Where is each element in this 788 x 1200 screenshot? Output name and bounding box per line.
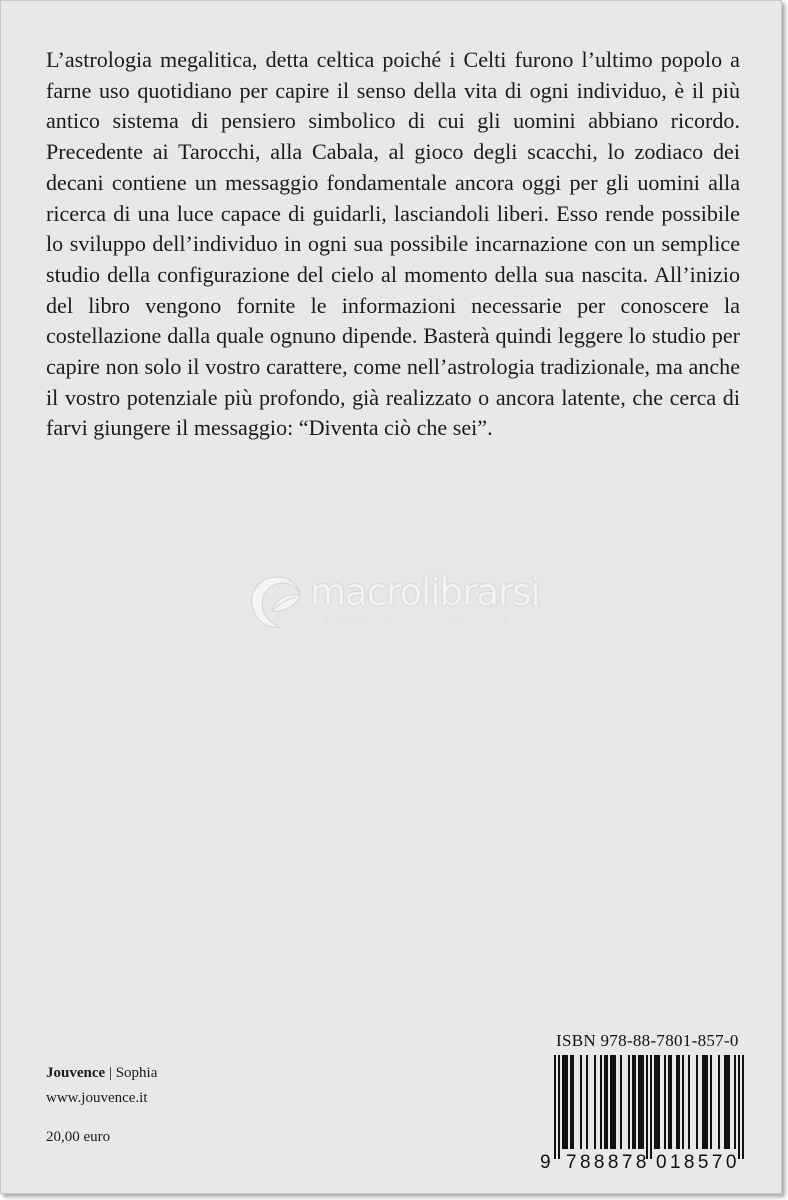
isbn-label: ISBN 978-88-7801-857-0	[556, 1031, 739, 1050]
barcode-bar-28	[664, 1055, 666, 1149]
barcode-bar-29	[668, 1055, 670, 1149]
barcode-bar-33	[682, 1055, 684, 1149]
isbn-barcode-block	[536, 1028, 747, 1178]
barcode-bar-16	[620, 1055, 622, 1149]
isbn-barcode	[536, 1055, 747, 1159]
barcode-bar-38	[706, 1055, 708, 1149]
publisher-line	[46, 1065, 157, 1082]
barcode-first-digit: 9	[540, 1152, 551, 1173]
barcode-bar-8	[586, 1055, 588, 1149]
barcode-bar-1	[558, 1055, 560, 1159]
barcode-bar-36	[702, 1055, 704, 1149]
barcode-bar-0	[554, 1055, 556, 1159]
barcode-bar-17	[628, 1055, 630, 1149]
barcode-bar-11	[604, 1055, 606, 1149]
barcode-bar-24	[650, 1055, 652, 1159]
barcode-bar-21	[640, 1055, 642, 1149]
publisher-imprint: Sophia	[115, 1065, 158, 1081]
barcode-bar-46	[742, 1055, 744, 1159]
publisher-separator: |	[105, 1065, 116, 1081]
leaf-swirl-logo-icon	[246, 571, 308, 633]
barcode-bar-42	[726, 1055, 728, 1149]
barcode-bar-43	[728, 1055, 730, 1149]
price-label: 20,00 euro	[46, 1129, 111, 1145]
barcode-bar-13	[610, 1055, 612, 1149]
barcode-bar-14	[612, 1055, 614, 1149]
barcode-bar-39	[710, 1055, 712, 1149]
watermark-brand: macrolibrarsi	[310, 571, 540, 614]
barcode-bar-34	[688, 1055, 690, 1149]
barcode-bar-2	[562, 1055, 564, 1149]
barcode-bar-37	[704, 1055, 706, 1149]
barcode-bar-3	[564, 1055, 566, 1149]
barcode-left-group: 788878	[566, 1152, 650, 1173]
barcode-bar-40	[718, 1055, 720, 1149]
back-cover-blurb: L’astrologia megalitica, detta celtica poiché i Celti furono l’ultimo popolo a farne uso quotidiano per capire il senso della vita di ogni individuo, è il più antico sistema di pensiero simbolico di cui gli uomini abbiano ricordo. Precedente ai Tarocchi, alla Cabala, al gioco degli scacchi, lo zodiaco dei decani contiene un messaggio fondamentale ancora oggi per gli uomini alla ricerca di una luce capace di guidarli, lasciandoli liberi. Esso rende possibile lo sviluppo dell’individuo in ogni sua possibile incarnazione con un semplice studio della configurazione del cielo al momento della sua nascita. All’inizio del libro vengono fornite le informazioni necessarie per conoscere la costellazione dalla quale ognuno dipende. Basterà quindi leggere lo studio per capire non solo il vostro carattere, come nell’astrologia tradizionale, ma anche il vostro potenziale più profondo, già realizzato o ancora latente, che cerca di farvi giungere il messaggio: “Diventa ciò che sei”.	[46, 47, 740, 441]
macrolibrarsi-watermark	[246, 567, 556, 637]
barcode-bar-18	[632, 1055, 634, 1149]
barcode-bar-41	[724, 1055, 726, 1149]
barcode-bar-20	[638, 1055, 640, 1149]
barcode-bar-12	[606, 1055, 608, 1149]
barcode-bar-23	[646, 1055, 648, 1159]
barcode-bar-7	[580, 1055, 582, 1149]
watermark-tagline: ALTERNATIVA NATURALE	[316, 613, 512, 626]
barcode-bar-25	[654, 1055, 656, 1149]
barcode-bar-9	[594, 1055, 596, 1149]
barcode-bar-31	[676, 1055, 678, 1149]
barcode-bar-30	[670, 1055, 672, 1149]
barcode-bar-27	[658, 1055, 660, 1149]
barcode-right-group: 018570	[656, 1152, 740, 1173]
barcode-bar-6	[572, 1055, 574, 1149]
barcode-bar-19	[634, 1055, 636, 1149]
barcode-bar-5	[570, 1055, 572, 1149]
barcode-bar-22	[642, 1055, 644, 1149]
publisher-website: www.jouvence.it	[46, 1090, 148, 1106]
barcode-bar-32	[678, 1055, 680, 1149]
barcode-bar-44	[734, 1055, 736, 1149]
barcode-bar-4	[566, 1055, 568, 1149]
barcode-bar-10	[600, 1055, 602, 1149]
barcode-bar-45	[738, 1055, 740, 1159]
barcode-bar-15	[614, 1055, 616, 1149]
barcode-bar-35	[696, 1055, 698, 1149]
barcode-bar-26	[656, 1055, 658, 1149]
publisher-name: Jouvence	[46, 1065, 106, 1081]
